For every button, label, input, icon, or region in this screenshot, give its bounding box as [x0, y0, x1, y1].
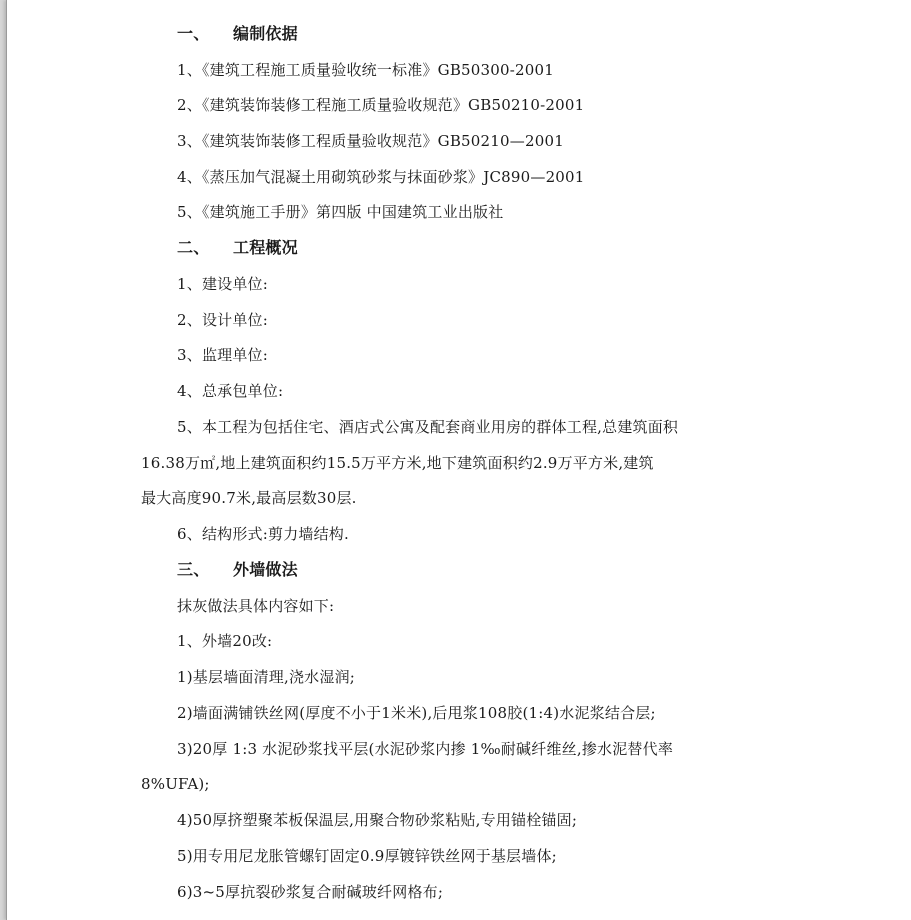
text-line: 4、总承包单位: [177, 382, 284, 400]
text-line: 1、《建筑工程施工质量验收统一标准》GB50300-2001 [177, 61, 555, 79]
document-page [6, 0, 911, 920]
section-heading [177, 560, 298, 580]
section-title: 工程概况 [233, 238, 298, 257]
text-line: 2、《建筑装饰装修工程施工质量验收规范》GB50210-2001 [177, 96, 585, 114]
section-heading [177, 24, 298, 44]
text-line: 3、《建筑装饰装修工程质量验收规范》GB50210—2001 [177, 132, 564, 150]
text-line: 1)基层墙面清理,浇水湿润; [177, 668, 356, 686]
text-line: 5)用专用尼龙胀管螺钉固定0.9厚镀锌铁丝网于基层墙体; [177, 847, 557, 865]
text-line: 16.38万㎡,地上建筑面积约15.5万平方米,地下建筑面积约2.9万平方米,建筑 [141, 454, 654, 472]
text-line: 2)墙面满铺铁丝网(厚度不小于1米米),后甩浆108胶(1:4)水泥浆结合层; [177, 704, 656, 722]
text-line: 4)50厚挤塑聚苯板保温层,用聚合物砂浆粘贴,专用锚栓锚固; [177, 811, 578, 829]
text-line: 3)20厚 1:3 水泥砂浆找平层(水泥砂浆内掺 1‰耐碱纤维丝,掺水泥替代率 [177, 740, 674, 758]
text-line: 5、《建筑施工手册》第四版 中国建筑工业出版社 [177, 203, 504, 221]
section-title: 编制依据 [233, 24, 298, 43]
text-line: 抹灰做法具体内容如下: [177, 597, 335, 615]
section-number: 三、 [177, 560, 210, 579]
text-line: 5、本工程为包括住宅、酒店式公寓及配套商业用房的群体工程,总建筑面积 [177, 418, 679, 436]
text-line: 3、监理单位: [177, 346, 268, 364]
text-line: 1、建设单位: [177, 275, 268, 293]
text-line: 6)3~5厚抗裂砂浆复合耐碱玻纤网格布; [177, 883, 444, 901]
section-heading [177, 238, 298, 258]
text-line: 1、外墙20改: [177, 632, 273, 650]
text-line: 8%UFA); [141, 775, 210, 793]
text-line: 最大高度90.7米,最高层数30层. [141, 489, 357, 507]
text-line: 4、《蒸压加气混凝土用砌筑砂浆与抹面砂浆》JC890—2001 [177, 168, 585, 186]
text-line: 2、设计单位: [177, 311, 268, 329]
section-title: 外墙做法 [233, 560, 298, 579]
section-number: 一、 [177, 24, 210, 43]
text-line: 6、结构形式:剪力墙结构. [177, 525, 349, 543]
section-number: 二、 [177, 238, 210, 257]
